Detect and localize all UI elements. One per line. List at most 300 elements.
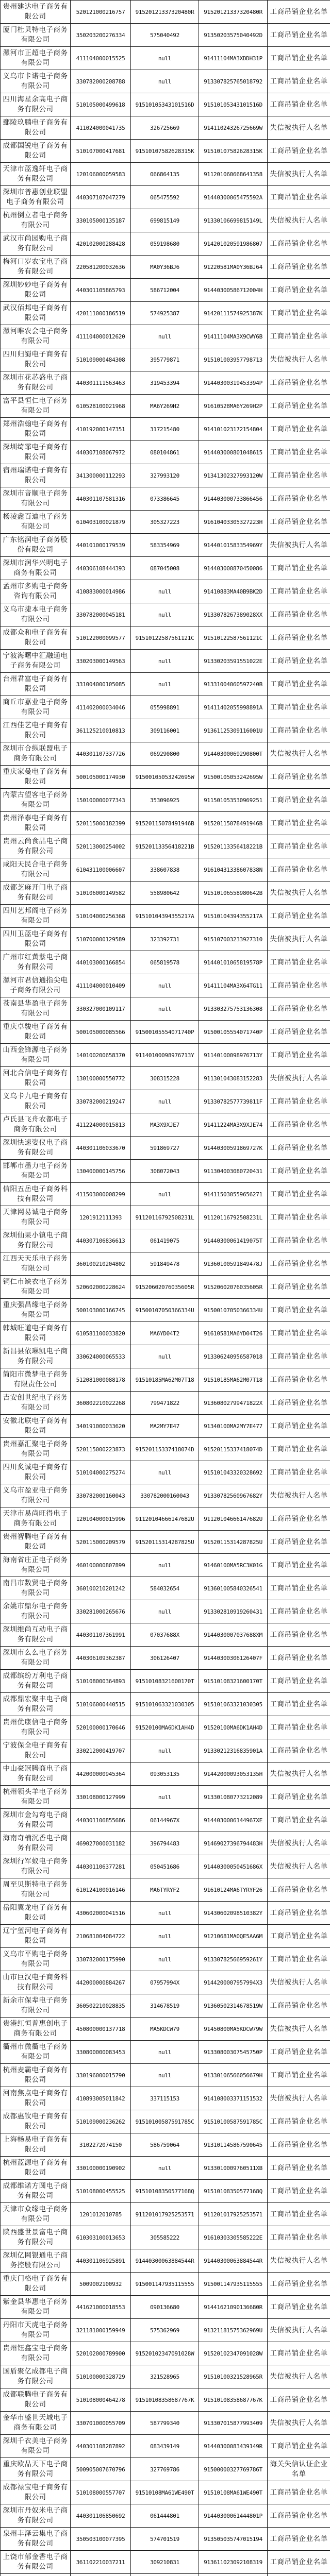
org-code-cell: 574925387 bbox=[131, 302, 199, 325]
list-type-cell: 工商吊销企业名单 bbox=[268, 1670, 330, 1693]
company-name-cell: 信阳五岳电子商务科技有限公司 bbox=[1, 1183, 71, 1206]
credit-code-cell: 91510106558980642B bbox=[199, 882, 268, 905]
table-row bbox=[1, 2203, 330, 2226]
org-code-cell: 91120116792508231L bbox=[131, 1206, 199, 1229]
registration-no-cell: 510100000328729 bbox=[71, 2365, 131, 2388]
org-code-cell: 330782000160043 bbox=[131, 1484, 199, 1507]
registration-no-cell: 500905007670796 bbox=[71, 2458, 131, 2481]
company-name-cell: 四川海星余高电子商务有限公司 bbox=[1, 93, 71, 116]
list-type-cell: 工商吊销企业名单 bbox=[268, 997, 330, 1021]
list-type-cell: 工商吊销企业名单 bbox=[268, 2388, 330, 2412]
credit-code-cell: 91440300065475592A bbox=[199, 186, 268, 209]
credit-code-cell: 91442000093053135H bbox=[199, 1762, 268, 1786]
company-name-cell: 天津市蓝逸轩电子商务有限公司 bbox=[1, 163, 71, 186]
org-code-cell: 087045008 bbox=[131, 557, 199, 580]
credit-code-cell: 91500105053242695W bbox=[199, 766, 268, 789]
company-name-cell: 深圳市金勾弯电子商务有限公司 bbox=[1, 1809, 71, 1832]
list-type-cell: 工商吊销企业名单 bbox=[268, 2180, 330, 2203]
credit-code-cell: 91510108350577168Q bbox=[199, 2180, 268, 2203]
table-row bbox=[1, 464, 330, 487]
credit-code-cell: 91220581MA0Y36BJ64 bbox=[199, 256, 268, 279]
registration-no-cell: 520115000223873 bbox=[71, 1438, 131, 1461]
table-row bbox=[1, 1809, 330, 1832]
registration-no-cell: 440101000179539 bbox=[71, 534, 131, 557]
credit-code-cell: 913307015877993409 bbox=[199, 2412, 268, 2435]
org-code-cell: null bbox=[131, 1183, 199, 1206]
org-code-cell: 799471822 bbox=[131, 1392, 199, 1415]
company-name-cell: 简阳市微梦电子商务有限责任公司 bbox=[1, 1368, 71, 1392]
list-type-cell: 工商吊销企业名单 bbox=[268, 2133, 330, 2157]
org-code-cell: null bbox=[131, 1902, 199, 1925]
list-type-cell: 工商吊销企业名单 bbox=[268, 1507, 330, 1531]
list-type-cell: 工商吊销企业名单 bbox=[268, 1137, 330, 1160]
list-type-cell: 工商吊销企业名单 bbox=[268, 789, 330, 812]
list-type-cell: 工商吊销企业名单 bbox=[268, 256, 330, 279]
company-name-cell: 卢氏县飞舟农都电子商务有限公司 bbox=[1, 1113, 71, 1137]
list-type-cell: 工商吊销企业名单 bbox=[268, 1623, 330, 1647]
table-row bbox=[1, 1299, 330, 1322]
credit-code-cell: 91440300069290800T bbox=[199, 742, 268, 766]
list-type-cell: 工商吊销企业名单 bbox=[268, 1392, 330, 1415]
org-code-cell: 093053135 bbox=[131, 1762, 199, 1786]
credit-code-cell: 91520115078491946B bbox=[199, 812, 268, 835]
org-code-cell: 91510107582628315K bbox=[131, 140, 199, 163]
registration-no-cell: 442000000945364 bbox=[71, 1762, 131, 1786]
list-type-cell: 工商吊销企业名单 bbox=[268, 2157, 330, 2180]
org-code-cell: 080104861 bbox=[131, 441, 199, 464]
list-type-cell: 工商吊销企业名单 bbox=[268, 395, 330, 418]
org-code-cell: 575362969 bbox=[131, 2319, 199, 2342]
credit-code-cell: 913611023092108319 bbox=[199, 2551, 268, 2574]
company-name-cell: 深圳亿网银通电子商务控股有限公司 bbox=[1, 2249, 71, 2273]
list-type-cell: 工商吊销企业名单 bbox=[268, 905, 330, 928]
credit-code-cell: 9133010009760511XB bbox=[199, 2157, 268, 2180]
company-name-cell: 义乌市盈亚电子商务有限公司 bbox=[1, 1484, 71, 1507]
company-name-cell: 鄢陵玖鹏电子商务有限公司 bbox=[1, 116, 71, 140]
list-type-cell: 工商吊销企业名单 bbox=[268, 1276, 330, 1299]
list-type-cell: 工商吊销企业名单 bbox=[268, 719, 330, 742]
table-row bbox=[1, 650, 330, 673]
table-row bbox=[1, 1090, 330, 1113]
list-type-cell: 工商吊销企业名单 bbox=[268, 1345, 330, 1368]
list-type-cell: 失信被执行人名单 bbox=[268, 2018, 330, 2041]
registration-no-cell: 500105000085566 bbox=[71, 1021, 131, 1044]
table-row bbox=[1, 2435, 330, 2458]
table-row bbox=[1, 1554, 330, 1577]
list-type-cell: 工商吊销企业名单 bbox=[268, 1786, 330, 1809]
list-type-cell: 工商吊销企业名单 bbox=[268, 626, 330, 650]
company-name-cell: 辽宁堃河电子商务有限公司 bbox=[1, 1925, 71, 1948]
company-name-cell: 深圳市花芯盛电子商务有限公司 bbox=[1, 371, 71, 395]
company-name-cell: 深圳市丹奴米电子商务有限公司 bbox=[1, 2504, 71, 2528]
table-row bbox=[1, 93, 330, 116]
list-type-cell: 工商吊销企业名单 bbox=[268, 974, 330, 997]
registration-no-cell: 510700000129589 bbox=[71, 928, 131, 951]
registration-no-cell: 330782000045181 bbox=[71, 603, 131, 626]
registration-no-cell: 330782000219247 bbox=[71, 1090, 131, 1113]
org-code-cell: null bbox=[131, 650, 199, 673]
registration-no-cell: 361102210037211 bbox=[71, 2551, 131, 2574]
list-type-cell: 工商吊销企业名单 bbox=[268, 325, 330, 348]
list-type-cell: 工商吊销企业名单 bbox=[268, 650, 330, 673]
company-name-cell: 贵港红恒普惠创电子商务有限公司 bbox=[1, 2018, 71, 2041]
table-row bbox=[1, 1971, 330, 1994]
table-row bbox=[1, 209, 330, 232]
registration-no-cell: 510108000364893 bbox=[71, 1670, 131, 1693]
org-code-cell: 91510122587561121C bbox=[131, 626, 199, 650]
org-code-cell: null bbox=[131, 1600, 199, 1623]
credit-code-cell: 91440300061419075T bbox=[199, 1229, 268, 1252]
org-code-cell: 91520115078491946B bbox=[131, 812, 199, 835]
credit-code-cell: 91330782560967682Y bbox=[199, 1484, 268, 1507]
list-type-cell: 工商吊销企业名单 bbox=[268, 1113, 330, 1137]
org-code-cell: null bbox=[131, 2157, 199, 2180]
company-name-cell: 深圳市润华兴明电子商务有限公司 bbox=[1, 557, 71, 580]
org-code-cell: 91500105554071740P bbox=[131, 1021, 199, 1044]
table-row bbox=[1, 835, 330, 858]
credit-code-cell: 91330106566056679H bbox=[199, 2064, 268, 2087]
credit-code-cell: 91441621090136680R bbox=[199, 2296, 268, 2319]
org-code-cell: null bbox=[131, 47, 199, 70]
table-row bbox=[1, 1855, 330, 1878]
list-type-cell: 工商吊销企业名单 bbox=[268, 1461, 330, 1484]
table-row bbox=[1, 580, 330, 603]
registration-no-cell: 330108000127999 bbox=[71, 1786, 131, 1809]
table-row bbox=[1, 2412, 330, 2435]
org-code-cell: MA5KDCW79 bbox=[131, 2018, 199, 2041]
registration-no-cell: 340191000033620 bbox=[71, 1415, 131, 1438]
registration-no-cell: 331004000105085 bbox=[71, 673, 131, 696]
org-code-cell: 911201017925253571 bbox=[131, 2203, 199, 2226]
registration-no-cell: 330782000208788 bbox=[71, 70, 131, 93]
credit-code-cell: 91330212316835901A bbox=[199, 1739, 268, 1762]
list-type-cell: 工商吊销企业名单 bbox=[268, 2064, 330, 2087]
list-type-cell: 工商吊销企业名单 bbox=[268, 580, 330, 603]
registration-no-cell: 520121000216757 bbox=[71, 1, 131, 24]
registration-no-cell: 440301108287892 bbox=[71, 2435, 131, 2458]
table-row bbox=[1, 511, 330, 534]
table-row bbox=[1, 1762, 330, 1786]
company-name-cell: 内蒙古望客电子商务有限公司 bbox=[1, 789, 71, 812]
table-row bbox=[1, 1137, 330, 1160]
org-code-cell: MA3X9XJE7 bbox=[131, 1113, 199, 1137]
list-type-cell: 工商吊销企业名单 bbox=[268, 511, 330, 534]
registration-no-cell: 450800000137718 bbox=[71, 2018, 131, 2041]
org-code-cell: 073386645 bbox=[131, 487, 199, 511]
company-name-cell: 衢州市微衢电子商务有限公司 bbox=[1, 2041, 71, 2064]
company-name-cell: 深圳千衣美电子商务有限公司 bbox=[1, 2435, 71, 2458]
table-row bbox=[1, 673, 330, 696]
list-type-cell: 工商吊销企业名单 bbox=[268, 47, 330, 70]
table-row bbox=[1, 1832, 330, 1855]
list-type-cell: 工商吊销企业名单 bbox=[268, 2203, 330, 2226]
registration-no-cell: 520113000254002 bbox=[71, 835, 131, 858]
org-code-cell: 915001147935115555 bbox=[131, 2273, 199, 2296]
company-name-cell: 深圳市普惠创业联盟电子商务有限公司 bbox=[1, 186, 71, 209]
company-name-cell: 四川归蜀电子商务有限公司 bbox=[1, 348, 71, 371]
company-name-cell: 武汉市尚园购电子商务有限公司 bbox=[1, 232, 71, 256]
registration-no-cell: 440307106836613 bbox=[71, 1229, 131, 1252]
company-name-cell: 深圳仙果小镇电子商务有限公司 bbox=[1, 1229, 71, 1252]
registration-no-cell: 360100210204802 bbox=[71, 1252, 131, 1276]
table-row bbox=[1, 2249, 330, 2273]
org-code-cell: 91510104394355217A bbox=[131, 905, 199, 928]
company-name-cell: 贵州建达电子商务有限公司 bbox=[1, 1, 71, 24]
credit-code-cell: 913601005840326541 bbox=[199, 1577, 268, 1600]
table-row bbox=[1, 1878, 330, 1902]
credit-code-cell: 91510108358687767K bbox=[199, 2388, 268, 2412]
credit-code-cell: 91440300050451686X bbox=[199, 1855, 268, 1878]
registration-no-cell: 440301111563463 bbox=[71, 371, 131, 395]
credit-code-cell: 91460100MA5RC3K01G bbox=[199, 1554, 268, 1577]
org-code-cell: 91120104666147682U bbox=[131, 1507, 199, 1531]
company-name-cell: 贵州智腾电子商务有限公司 bbox=[1, 1531, 71, 1554]
registration-no-cell: 410883000014986 bbox=[71, 580, 131, 603]
credit-code-cell: 915101043320328692 bbox=[199, 1461, 268, 1484]
company-name-cell: 成都众和电子商务有限公司 bbox=[1, 626, 71, 650]
list-type-cell: 工商吊销企业名单 bbox=[268, 1693, 330, 1716]
list-type-cell: 工商吊销企业名单 bbox=[268, 2504, 330, 2528]
registration-no-cell: 5009002100932 bbox=[71, 2273, 131, 2296]
registration-no-cell: 610431100006607 bbox=[71, 858, 131, 882]
company-name-cell: 天津市众缘电子商务有限公司 bbox=[1, 2203, 71, 2226]
list-type-cell: 工商吊销企业名单 bbox=[268, 2110, 330, 2133]
credit-code-cell: 91340100MA2MY7E477 bbox=[199, 1415, 268, 1438]
credit-code-cell: 91610431338607838N bbox=[199, 858, 268, 882]
org-code-cell: 07037688X bbox=[131, 1623, 199, 1647]
registration-no-cell: 469027000031182 bbox=[71, 1832, 131, 1855]
table-row bbox=[1, 1276, 330, 1299]
table-row bbox=[1, 70, 330, 93]
org-code-cell: 91510105343101516D bbox=[131, 93, 199, 116]
registration-no-cell: 610303100013653 bbox=[71, 2226, 131, 2249]
list-type-cell: 工商吊销企业名单 bbox=[268, 1925, 330, 1948]
company-name-cell: 贵州优康信电子商务有限公司 bbox=[1, 1716, 71, 1739]
org-code-cell: 061419075 bbox=[131, 1229, 199, 1252]
list-type-cell: 失信被执行人名单 bbox=[268, 2365, 330, 2388]
org-code-cell: null bbox=[131, 1739, 199, 1762]
list-type-cell: 失信被执行人名单 bbox=[268, 2249, 330, 2273]
org-code-cell: 586759064 bbox=[131, 2133, 199, 2157]
registration-no-cell: 510107000417681 bbox=[71, 140, 131, 163]
company-name-cell: 安徽北联电子商务有限公司 bbox=[1, 1415, 71, 1438]
table-row bbox=[1, 395, 330, 418]
list-type-cell: 工商吊销企业名单 bbox=[268, 1948, 330, 1971]
list-type-cell: 工商吊销企业名单 bbox=[268, 441, 330, 464]
org-code-cell: MA6TYRYF2 bbox=[131, 1878, 199, 1902]
company-name-cell: 成都禄宝电子商务有限公司 bbox=[1, 2481, 71, 2504]
registration-no-cell: 411503000008299 bbox=[71, 1183, 131, 1206]
list-type-cell: 工商吊销企业名单 bbox=[268, 1554, 330, 1577]
org-code-cell: 583354969 bbox=[131, 534, 199, 557]
table-row bbox=[1, 1021, 330, 1044]
table-row bbox=[1, 789, 330, 812]
org-code-cell: null bbox=[131, 2041, 199, 2064]
company-name-cell: 海南省庄正电子商务有限公司 bbox=[1, 1554, 71, 1577]
company-name-cell: 余姚市鼎尔电子商务有限公司 bbox=[1, 1600, 71, 1623]
credit-code-cell: 91440101065819578P bbox=[199, 951, 268, 974]
registration-no-cell: 500105000174930 bbox=[71, 766, 131, 789]
list-type-cell: 工商吊销企业名单 bbox=[268, 279, 330, 302]
registration-no-cell: 330105000135187 bbox=[71, 209, 131, 232]
org-code-cell: 050451686 bbox=[131, 1855, 199, 1878]
org-code-cell: 91140100098976713Y bbox=[131, 1044, 199, 1067]
org-code-cell: null bbox=[131, 325, 199, 348]
list-type-cell: 工商吊销企业名单 bbox=[268, 2481, 330, 2504]
company-name-cell: 邯郸市墨力电子商务有限公司 bbox=[1, 1160, 71, 1183]
list-type-cell: 工商吊销企业名单 bbox=[268, 371, 330, 395]
credit-code-cell: 91500107050366334U bbox=[199, 1299, 268, 1322]
list-type-cell: 工商吊销企业名单 bbox=[268, 1415, 330, 1438]
company-name-cell: 杭州倒立者电子商务有限公司 bbox=[1, 209, 71, 232]
table-row bbox=[1, 348, 330, 371]
table-row bbox=[1, 2273, 330, 2296]
registration-no-cell: 442000000884267 bbox=[71, 1971, 131, 1994]
org-code-cell: 91510108MA61WE490T bbox=[131, 2481, 199, 2504]
credit-code-cell: 914403000870450086 bbox=[199, 557, 268, 580]
table-row bbox=[1, 1229, 330, 1252]
list-type-cell: 工商吊销企业名单 bbox=[268, 858, 330, 882]
company-name-cell: 丹阳市天虎电子商务有限公司 bbox=[1, 2319, 71, 2342]
registration-no-cell: 510105000499618 bbox=[71, 93, 131, 116]
registration-no-cell: 411104000012620 bbox=[71, 325, 131, 348]
org-code-cell: 305585222 bbox=[131, 2226, 199, 2249]
list-type-cell: 工商吊销企业名单 bbox=[268, 1739, 330, 1762]
table-row bbox=[1, 140, 330, 163]
credit-code-cell: 91140100098976713Y bbox=[199, 1044, 268, 1067]
credit-code-cell: 914108003371151532 bbox=[199, 2087, 268, 2110]
credit-code-cell: 91410883MA40B9BK2D bbox=[199, 580, 268, 603]
org-code-cell: 07957994X bbox=[131, 1971, 199, 1994]
registration-no-cell: 330212000419707 bbox=[71, 1739, 131, 1762]
registration-no-cell: 330782000160043 bbox=[71, 1484, 131, 1507]
company-name-cell: 宿州瑞诺电子商务有限公司 bbox=[1, 464, 71, 487]
table-row bbox=[1, 2528, 330, 2551]
registration-no-cell: 411104000015525 bbox=[71, 47, 131, 70]
company-name-cell: 重庆强昌缘电子商务有限公司 bbox=[1, 1299, 71, 1322]
list-type-cell: 工商吊销企业名单 bbox=[268, 2435, 330, 2458]
table-row bbox=[1, 1392, 330, 1415]
credit-code-cell: 91411224MA3X9XJE74 bbox=[199, 1113, 268, 1137]
table-row bbox=[1, 186, 330, 209]
registration-no-cell: 210681004084722 bbox=[71, 1925, 131, 1948]
registration-no-cell: 420111000186519 bbox=[71, 302, 131, 325]
table-row bbox=[1, 1322, 330, 1345]
registration-no-cell: 510108000557707 bbox=[71, 2481, 131, 2504]
company-name-cell: 深圳市音顺电子商务有限公司 bbox=[1, 487, 71, 511]
list-type-cell: 工商吊销企业名单 bbox=[268, 1322, 330, 1345]
credit-code-cell: 913302810919260431 bbox=[199, 1600, 268, 1623]
table-row bbox=[1, 766, 330, 789]
org-code-cell: 915101063321030305 bbox=[131, 1693, 199, 1716]
registration-no-cell: 440307108067972 bbox=[71, 441, 131, 464]
table-row bbox=[1, 2110, 330, 2133]
registration-no-cell: 510108000464278 bbox=[71, 2388, 131, 2412]
credit-code-cell: 9133078267389028XX bbox=[199, 603, 268, 626]
company-name-cell: 台州君富电子商务有限公司 bbox=[1, 673, 71, 696]
table-row bbox=[1, 418, 330, 441]
list-type-cell: 失信被执行人名单 bbox=[268, 742, 330, 766]
org-code-cell: 91520100MA6DK1AH4D bbox=[131, 1716, 199, 1739]
credit-code-cell: 915101003957798713 bbox=[199, 348, 268, 371]
registration-no-cell: 330782000175990 bbox=[71, 1948, 131, 1971]
org-code-cell: MA2MY7E47 bbox=[131, 1415, 199, 1438]
list-type-cell: 失信被执行人名单 bbox=[268, 928, 330, 951]
company-name-cell: 山西金锋源电子商务有限公司 bbox=[1, 1044, 71, 1067]
company-name-cell: 贵州泽泰电子商务有限公司 bbox=[1, 812, 71, 835]
credit-code-cell: 91510105343101516D bbox=[199, 93, 268, 116]
list-type-cell: 工商吊销企业名单 bbox=[268, 232, 330, 256]
table-row bbox=[1, 2551, 330, 2574]
credit-code-cell: 91610303305585222E bbox=[199, 2226, 268, 2249]
org-code-cell: 558980642 bbox=[131, 882, 199, 905]
org-code-cell: 321528965 bbox=[131, 2365, 199, 2388]
credit-code-cell: 91330782577739811F bbox=[199, 1090, 268, 1113]
list-type-cell: 失信被执行人名单 bbox=[268, 348, 330, 371]
list-type-cell: 工商吊销企业名单 bbox=[268, 812, 330, 835]
registration-no-cell: 440301105865793 bbox=[71, 279, 131, 302]
credit-code-cell: 91330203591551022E bbox=[199, 650, 268, 673]
registration-no-cell: 350503100077395 bbox=[71, 2528, 131, 2551]
credit-code-cell: 914201020591986807 bbox=[199, 232, 268, 256]
registration-no-cell: 330196000015790 bbox=[71, 2064, 131, 2087]
list-type-cell: 工商吊销企业名单 bbox=[268, 1902, 330, 1925]
company-name-cell: 孟州市多购电子商务咨询有限公司 bbox=[1, 580, 71, 603]
registration-no-cell: 330281000265676 bbox=[71, 1600, 131, 1623]
list-type-cell: 工商吊销企业名单 bbox=[268, 2528, 330, 2551]
company-name-cell: 苍南县华盈电子商务有限公司 bbox=[1, 997, 71, 1021]
list-type-cell: 工商吊销企业名单 bbox=[268, 1809, 330, 1832]
org-code-cell: 066864135 bbox=[131, 163, 199, 186]
company-name-cell: 成都联腾电子商务有限公司 bbox=[1, 2388, 71, 2412]
credit-code-cell: 91520102347091028W bbox=[199, 2342, 268, 2365]
registration-no-cell: 520115000209579 bbox=[71, 1531, 131, 1554]
org-code-cell: 065475592 bbox=[131, 186, 199, 209]
list-type-cell: 工商吊销企业名单 bbox=[268, 70, 330, 93]
org-code-cell: 91440300063884544R bbox=[131, 2249, 199, 2273]
table-row bbox=[1, 2342, 330, 2365]
credit-code-cell: 91411024326725669W bbox=[199, 116, 268, 140]
registration-no-cell: 411402000034046 bbox=[71, 696, 131, 719]
org-code-cell: 061444801 bbox=[131, 2504, 199, 2528]
credit-code-cell: 91360502314678519W bbox=[199, 1994, 268, 2018]
list-type-cell: 工商吊销企业名单 bbox=[268, 302, 330, 325]
registration-no-cell: 360802210022268 bbox=[71, 1392, 131, 1415]
registration-no-cell: 350203200276334 bbox=[71, 24, 131, 47]
list-type-cell: 工商吊销企业名单 bbox=[268, 1577, 330, 1600]
table-row bbox=[1, 1531, 330, 1554]
credit-code-cell: 91440300591869727K bbox=[199, 1137, 268, 1160]
table-row bbox=[1, 2504, 330, 2528]
table-row bbox=[1, 1067, 330, 1090]
table-row bbox=[1, 1183, 330, 1206]
credit-code-cell: 91510108321600170T bbox=[199, 1670, 268, 1693]
company-name-cell: 成都缤纷万利电子商务有限公司 bbox=[1, 1670, 71, 1693]
credit-code-cell: 914403000801048615 bbox=[199, 441, 268, 464]
org-code-cell: 309210831 bbox=[131, 2551, 199, 2574]
table-row bbox=[1, 534, 330, 557]
table-row bbox=[1, 2458, 330, 2481]
company-name-cell: 成都维诺方圆电子商务有限公司 bbox=[1, 2180, 71, 2203]
table-row bbox=[1, 256, 330, 279]
org-code-cell: 055998891 bbox=[131, 696, 199, 719]
registration-no-cell: 1201912111393 bbox=[71, 1206, 131, 1229]
registration-no-cell: 510106000440515 bbox=[71, 1693, 131, 1716]
list-type-cell: 失信被执行人名单 bbox=[268, 2412, 330, 2435]
org-code-cell: 574701519 bbox=[131, 2528, 199, 2551]
registration-no-cell: 510122000099577 bbox=[71, 626, 131, 650]
registration-no-cell: 610528100021968 bbox=[71, 395, 131, 418]
